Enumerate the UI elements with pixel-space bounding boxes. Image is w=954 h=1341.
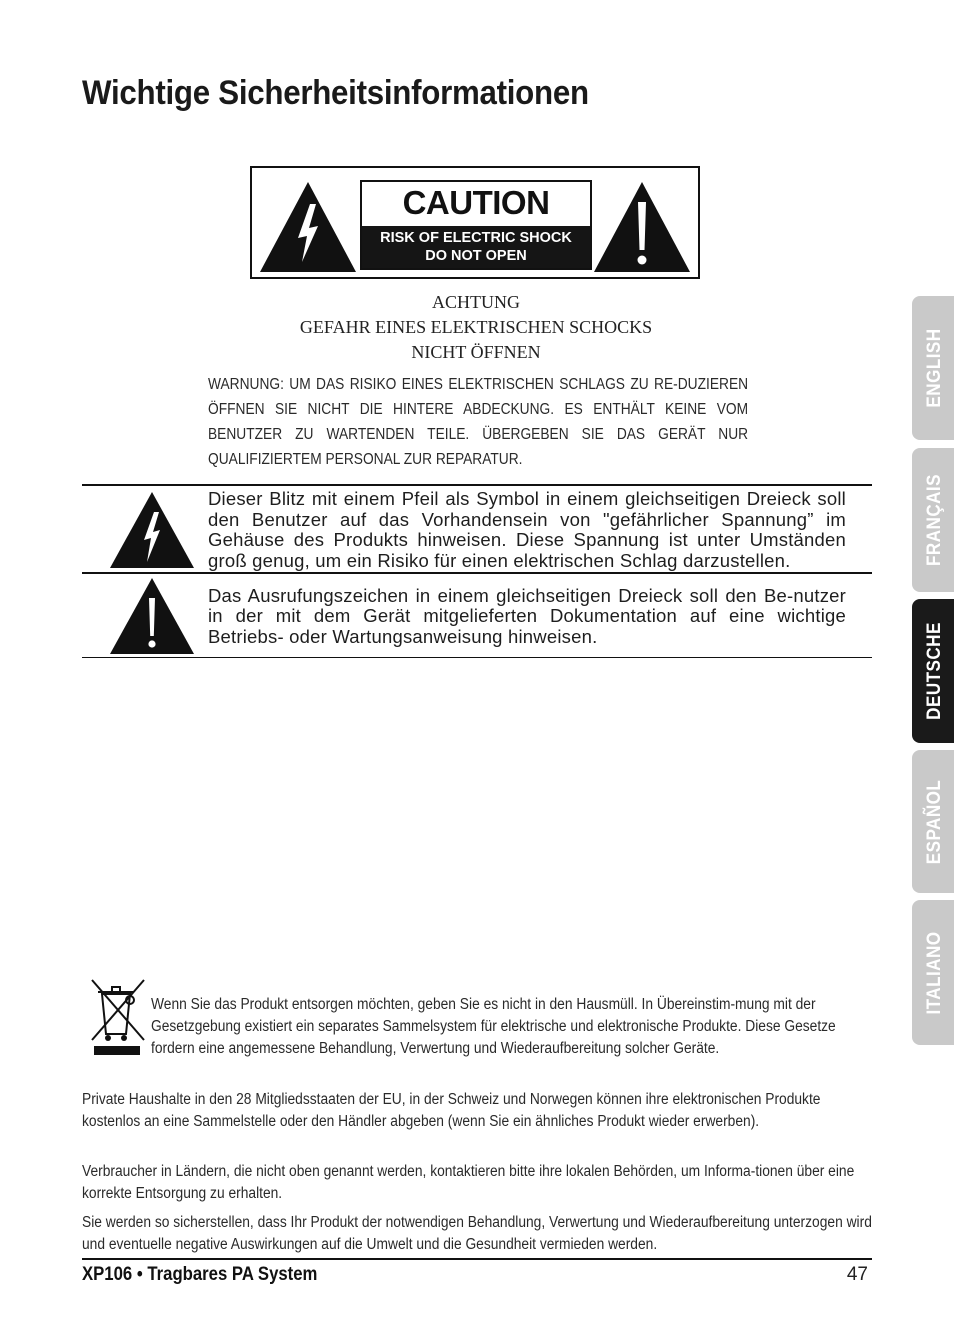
footer-divider xyxy=(82,1258,872,1260)
caution-subtext-line2: DO NOT OPEN xyxy=(425,248,527,264)
caution-headline: CAUTION xyxy=(402,184,550,221)
achtung-line3: NICHT ÖFFNEN xyxy=(411,342,541,362)
symbol-row xyxy=(82,486,872,572)
tab-francais-label: FRANÇAIS xyxy=(924,474,945,566)
tab-francais[interactable] xyxy=(912,448,954,592)
weee-disposal-text: Wenn Sie das Produkt entsorgen möchten, geben Sie es nicht in den Hausmüll. In Übereinstim-mung mit der Gesetzgebung existiert ein separates Sammelsystem für elektrische und elektronische Produkte. Diese Gesetze fordern eine angemessene Behandlung, Verwertung und Wiederaufbereitung solcher Geräte. xyxy=(151,996,836,1057)
symbol-description: Dieser Blitz mit einem Pfeil als Symbol in einem gleichseitigen Dreieck soll den Benutzer auf das Vorhandensein von "gefährlicher Spannung” im Gehäuse des Produkts hinweisen. Diese Spannung ist unter Umständen groß genug, um ein Risiko für einen elektrischen Schlag darzustellen. xyxy=(208,488,846,571)
tab-deutsche-label: DEUTSCHE xyxy=(924,622,945,720)
achtung-line1: ACHTUNG xyxy=(432,292,520,312)
caution-label-graphic xyxy=(250,166,700,279)
exclamation-triangle-icon xyxy=(108,576,196,656)
symbol-explanation-table xyxy=(82,484,872,658)
tab-espanol[interactable] xyxy=(912,750,954,893)
page-title: Wichtige Sicherheitsinformationen xyxy=(82,74,589,112)
tab-deutsche[interactable] xyxy=(912,599,954,743)
symbol-description: Das Ausrufungszeichen in einem gleichseitigen Dreieck soll den Be-nutzer in der mit dem Gerät mitgelieferten Dokumentation auf eine wichtige Betriebs- oder Wartungsanweisung hinweisen. xyxy=(208,584,846,647)
lightning-triangle-icon xyxy=(108,490,196,570)
tab-espanol-label: ESPAÑOL xyxy=(924,779,945,864)
crossed-out-bin-icon xyxy=(90,978,146,1060)
tab-english-label: ENGLISH xyxy=(924,328,945,408)
caution-sign xyxy=(360,180,592,270)
disposal-paragraph: Sie werden so sicherstellen, dass Ihr Produkt der notwendigen Behandlung, Verwertung und Wiederaufbereitung unterzogen wird und eventuelle negative Auswirkungen auf die Umwelt und die Gesundheit vermieden werden. xyxy=(82,1214,872,1253)
disposal-paragraph: Private Haushalte in den 28 Mitgliedsstaaten der EU, in der Schweiz und Norwegen können ihre elektronischen Produkte kostenlos an eine Sammelstelle oder den Händler abgeben (wenn Sie ein ähnliches Produkt wieder erwerben). xyxy=(82,1091,821,1130)
footer-product-name: XP106 • Tragbares PA System xyxy=(82,1264,318,1285)
caution-subtext xyxy=(362,226,590,268)
symbol-row xyxy=(82,574,872,657)
achtung-notice xyxy=(250,290,702,365)
caution-subtext-line1: RISK OF ELECTRIC SHOCK xyxy=(380,230,572,246)
tab-italiano-label: ITALIANO xyxy=(924,930,945,1015)
tab-italiano[interactable] xyxy=(912,900,954,1045)
warning-text: WARNUNG: UM DAS RISIKO EINES ELEKTRISCHEN SCHLAGS ZU RE-DUZIEREN ÖFFNEN SIE NICHT DIE HINTERE ABDECKUNG. ES ENTHÄLT KEINE VOM BENUTZER ZU WARTENDEN TEILE. ÜBERGEBEN SIE DAS GERÄT NUR QUALIFIZIERTEM PERSONAL ZUR REPARATUR. xyxy=(208,376,749,468)
lightning-triangle-icon xyxy=(258,180,358,274)
tab-english[interactable] xyxy=(912,296,954,440)
exclamation-triangle-icon xyxy=(592,180,692,274)
achtung-line2: GEFAHR EINES ELEKTRISCHEN SCHOCKS xyxy=(299,317,653,337)
page-number: 47 xyxy=(846,1264,868,1285)
divider xyxy=(82,657,872,659)
disposal-paragraph: Verbraucher in Ländern, die nicht oben genannt werden, kontaktieren bitte ihre lokalen Behörden, um Informa-tionen über eine korrekte Entsorgung zu erhalten. xyxy=(82,1163,855,1202)
